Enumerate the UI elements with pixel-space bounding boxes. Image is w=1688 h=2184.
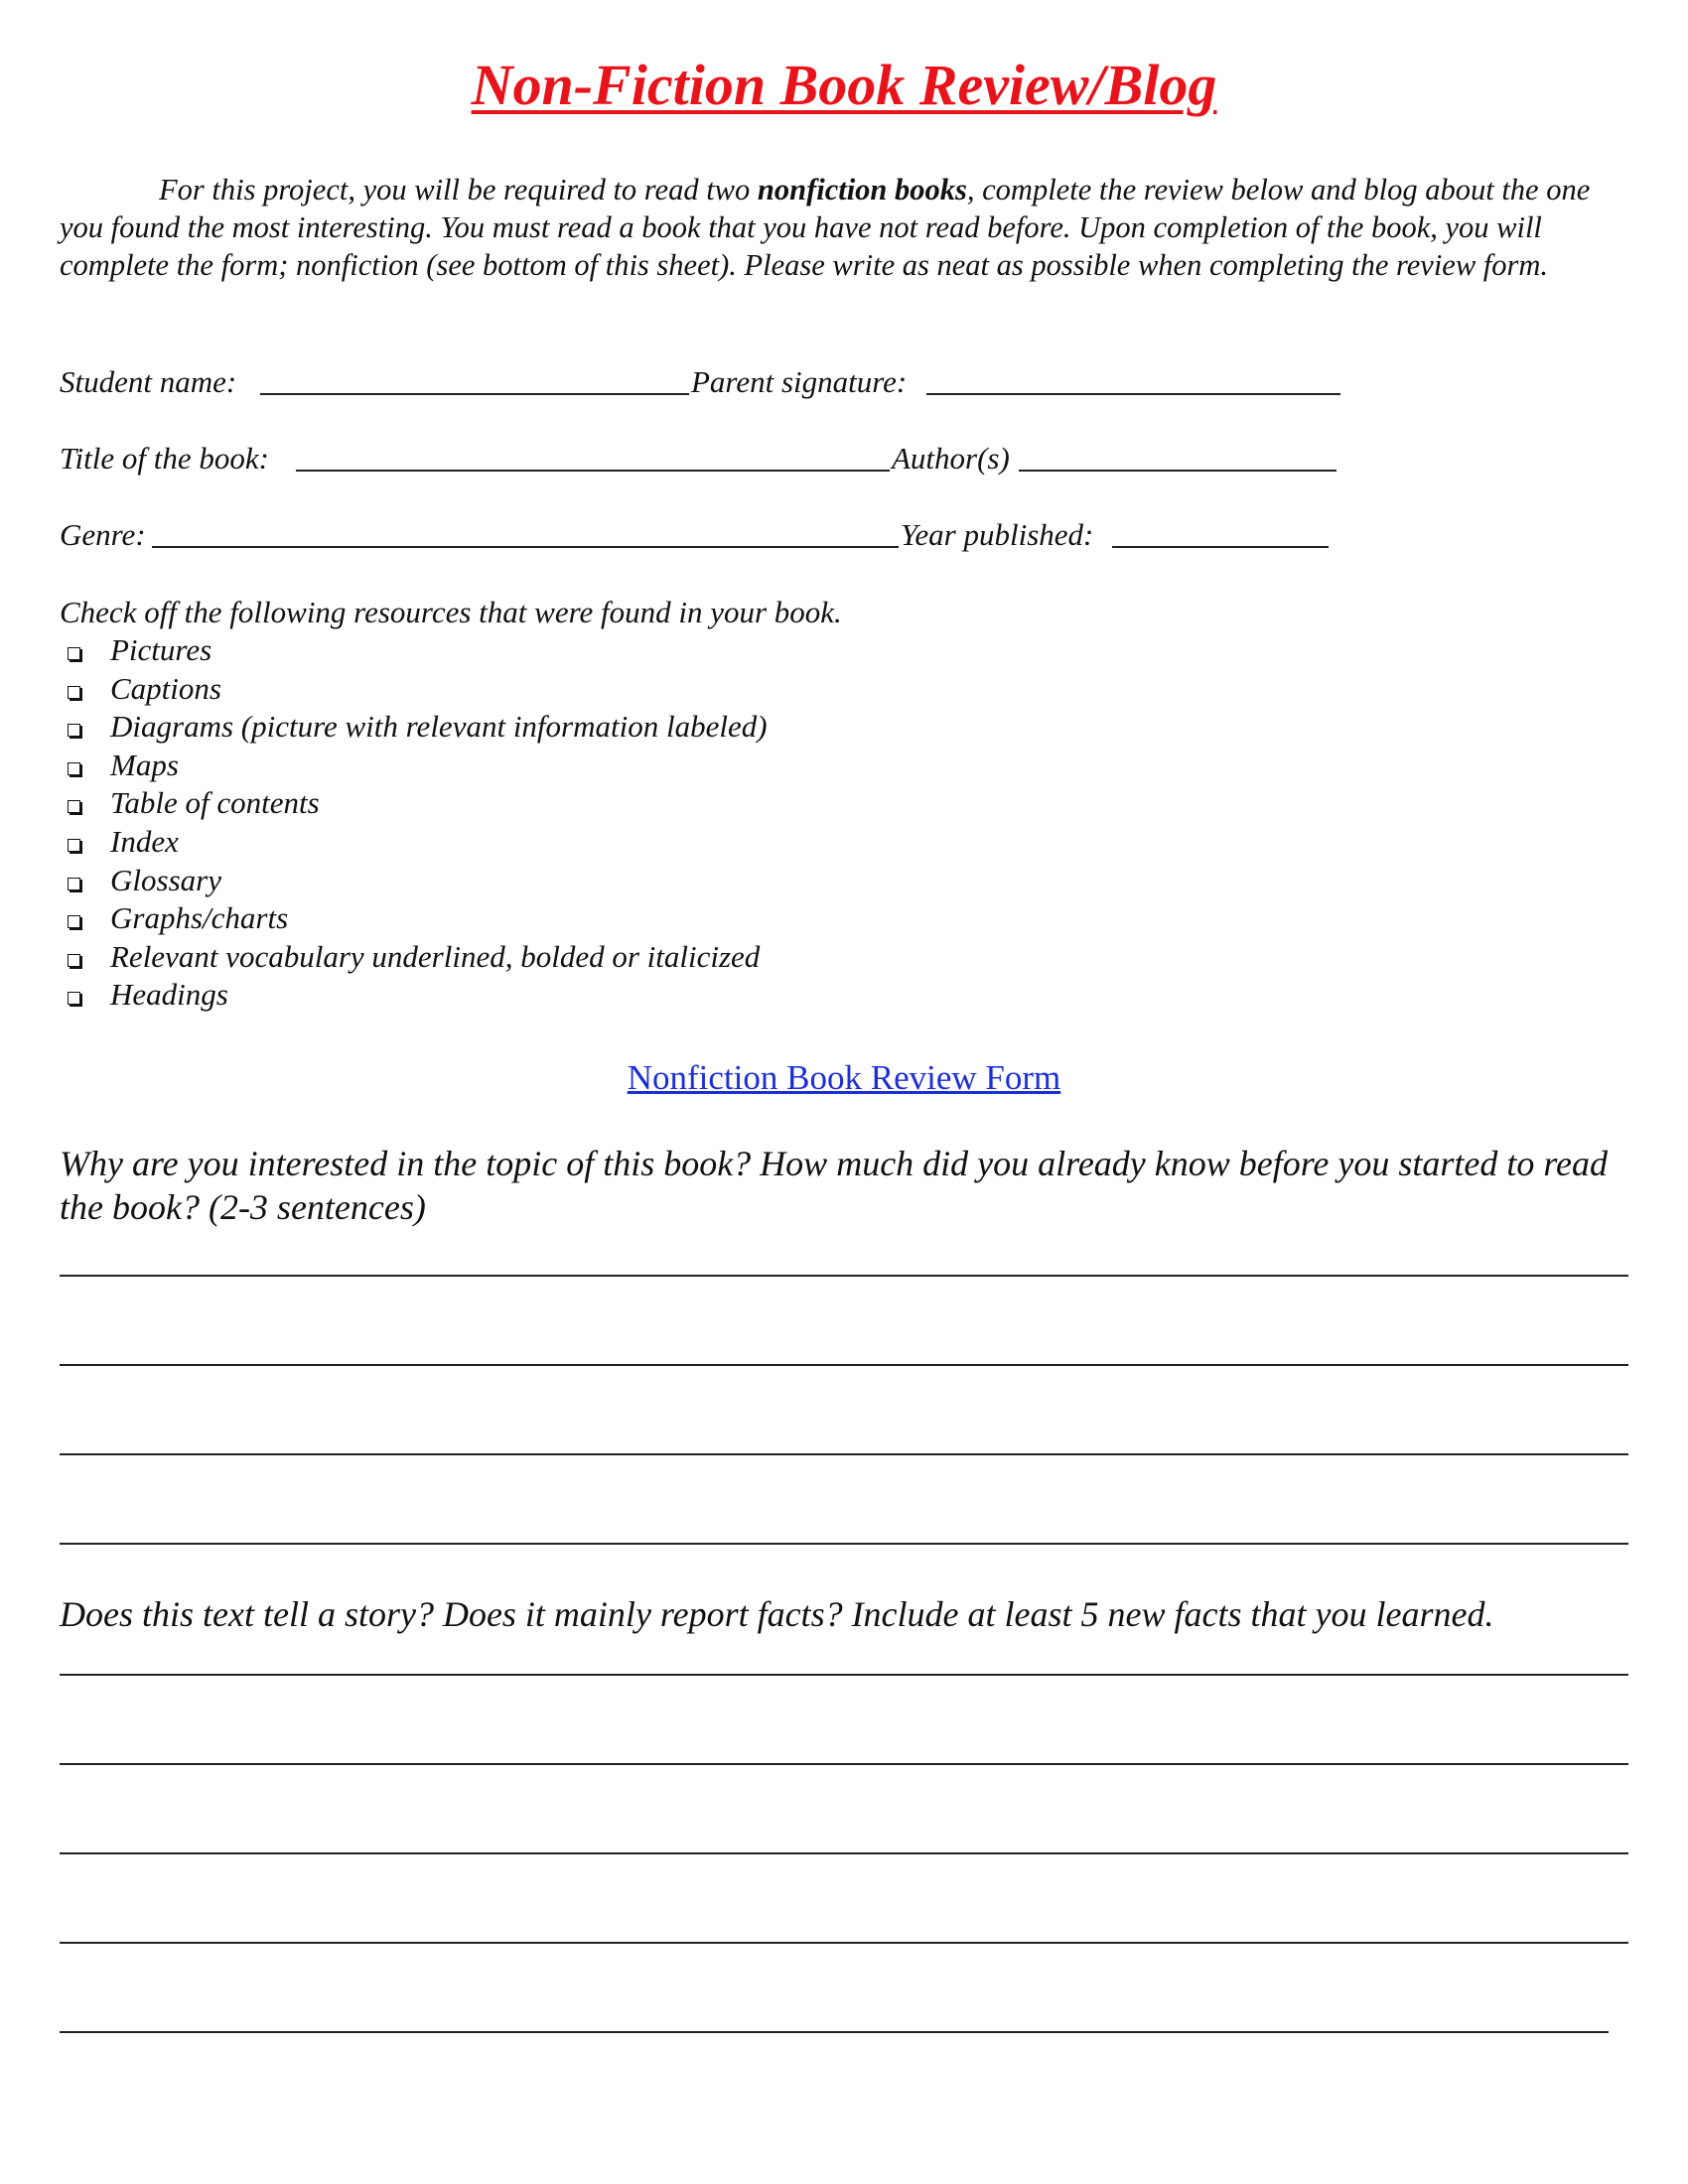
year-published-label: Year published: <box>901 517 1094 552</box>
checklist-item-label: Relevant vocabulary underlined, bolded or italicized <box>110 938 761 974</box>
genre-label: Genre: <box>60 517 146 552</box>
answer-line[interactable] <box>60 1942 1628 1944</box>
intro-bold-text: nonfiction books <box>757 173 967 206</box>
question-facts: Does this text tell a story? Does it mainly report facts? Include at least 5 new facts that you learned. <box>60 1594 1494 1634</box>
parent-signature-field[interactable] <box>926 393 1340 395</box>
book-title-field[interactable] <box>296 470 890 472</box>
checklist-item-label: Index <box>110 823 179 859</box>
checklist-item-label: Maps <box>110 747 179 782</box>
author-label: Author(s) <box>892 441 1010 476</box>
checkbox[interactable] <box>68 686 80 699</box>
checklist-item-label: Diagrams (picture with relevant information labeled) <box>110 709 768 745</box>
checklist-item-label: Table of contents <box>110 785 320 821</box>
checkbox[interactable] <box>68 992 80 1005</box>
instructions-paragraph <box>60 171 1633 284</box>
answer-line[interactable] <box>60 1674 1628 1676</box>
genre-field[interactable] <box>152 546 899 548</box>
answer-line[interactable] <box>60 1364 1628 1366</box>
answer-line[interactable] <box>60 1453 1628 1455</box>
student-name-label: Student name: <box>60 364 237 399</box>
intro-text-end: , complete the review below and blog about the one you found the most interesting. You must read a book that you have not read before. Upon completion of the book, you will complete the form; nonfiction (see bottom of this sheet). Please write as neat as possible when completing the review form. <box>60 173 1591 282</box>
book-title-label: Title of the book: <box>60 441 269 476</box>
checkbox[interactable] <box>68 878 80 890</box>
student-name-field[interactable] <box>260 393 689 395</box>
year-published-field[interactable] <box>1112 546 1329 548</box>
review-form-link[interactable]: Nonfiction Book Review Form <box>627 1058 1061 1097</box>
answer-line[interactable] <box>60 1275 1628 1277</box>
checkbox[interactable] <box>68 954 80 967</box>
answer-line[interactable] <box>60 2031 1609 2033</box>
checkbox[interactable] <box>68 762 80 775</box>
checklist-item-label: Pictures <box>110 632 212 667</box>
checkbox[interactable] <box>68 839 80 852</box>
checkbox[interactable] <box>68 915 80 928</box>
author-field[interactable] <box>1019 470 1336 472</box>
intro-text-start: For this project, you will be required to read two <box>159 173 758 206</box>
answer-line[interactable] <box>60 1852 1628 1854</box>
checklist-item-label: Glossary <box>110 862 221 897</box>
checkbox[interactable] <box>68 647 80 660</box>
checklist-item-label: Headings <box>110 977 228 1013</box>
question-interest: Why are you interested in the topic of this book? How much did you already know before you started to read the book? (2-3 sentences) <box>60 1144 1609 1227</box>
checklist-item-label: Captions <box>110 670 221 706</box>
answer-line[interactable] <box>60 1763 1628 1765</box>
checkbox[interactable] <box>68 724 80 737</box>
checkbox[interactable] <box>68 800 80 813</box>
checklist-instructions: Check off the following resources that were found in your book. <box>60 595 842 629</box>
parent-signature-label: Parent signature: <box>691 364 908 399</box>
checklist-item-label: Graphs/charts <box>110 900 289 936</box>
page-title: Non-Fiction Book Review/Blog <box>471 53 1217 117</box>
answer-line[interactable] <box>60 1543 1628 1545</box>
